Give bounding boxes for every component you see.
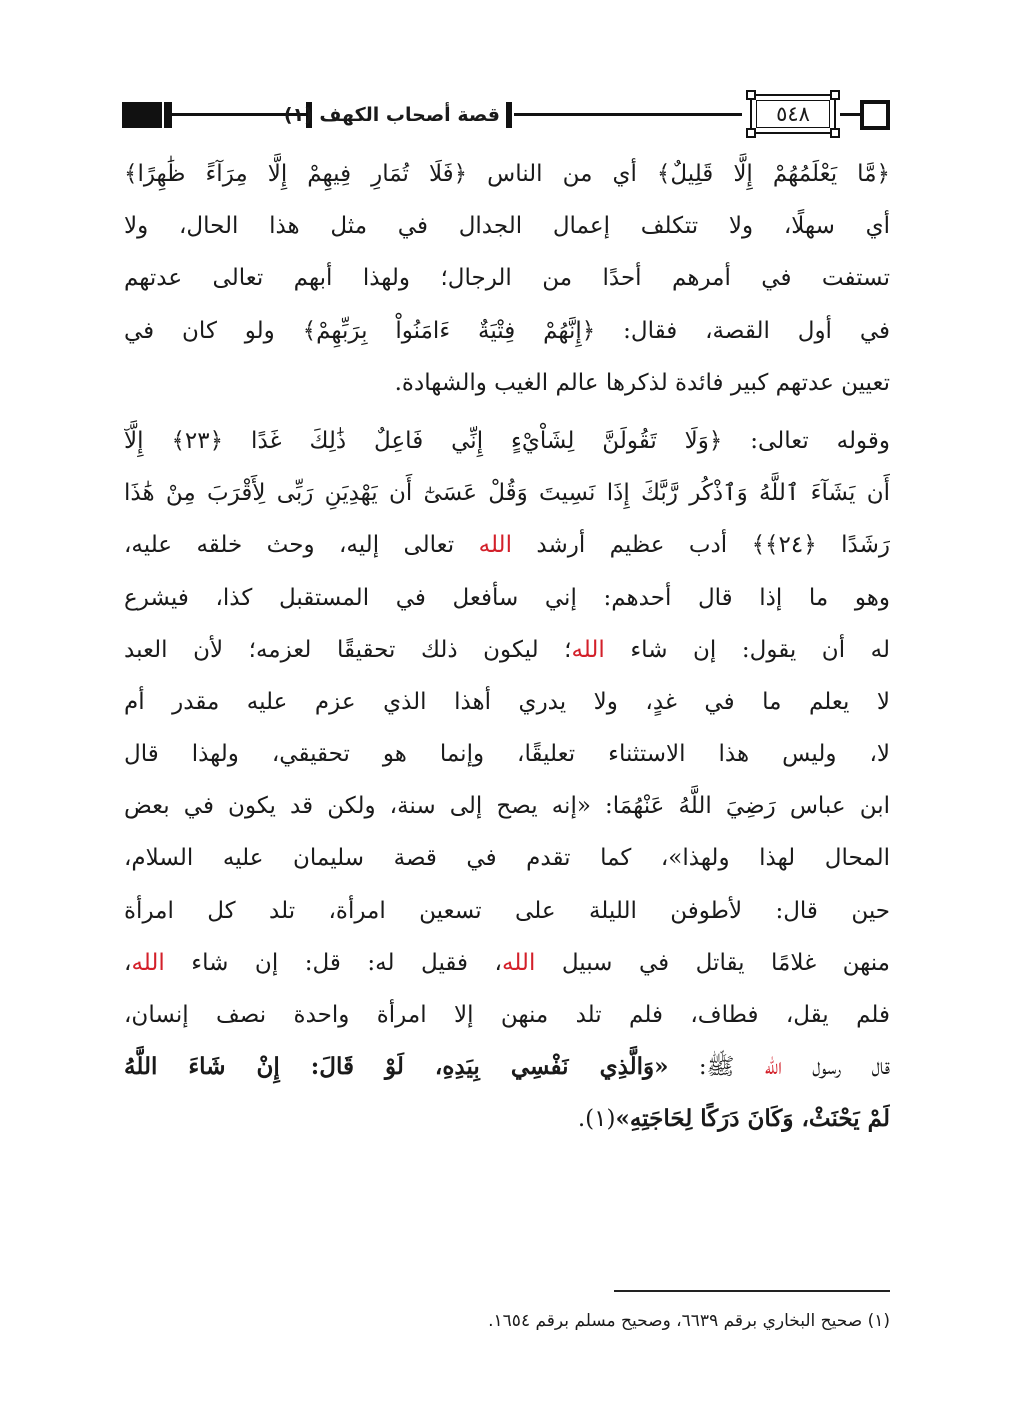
text-line: لَمْ يَحْنَثْ، وَكَانَ دَرَكًا لِحَاجَتِهِ»(١). [577, 1105, 890, 1133]
hadith-text: «وَالَّذِي نَفْسِي بِيَدِهِ، لَوْ قَالَ: إِنْ شَاءَ اللَّهُ [124, 1053, 669, 1081]
divine-name: الله [501, 949, 536, 976]
header-ornament-bar [506, 102, 512, 128]
page-header [122, 94, 892, 138]
text-line: فلم يقل، فطاف، فلم تلد منهن إلا امرأة واحدة نصف إنسان، [124, 1002, 890, 1028]
text-line: له أن يقول: إن شاء الله؛ ليكون ذلك تحقيقًا لعزمه؛ لأن العبد [124, 636, 890, 663]
divine-name: الله [764, 1054, 782, 1081]
hadith-text: لَمْ يَحْنَثْ، وَكَانَ دَرَكًا لِحَاجَتِهِ» [615, 1105, 890, 1133]
text-line: تستفت في أمرهم أحدًا من الرجال؛ ولهذا أبهم تعالى عدتهم [124, 265, 890, 292]
header-ornament-block [122, 102, 162, 128]
text-line: ﴿مَّا يَعْلَمُهُمْ إِلَّا قَلِيلٌ﴾ أي من الناس ﴿فَلَا تُمَارِ فِيهِمْ إِلَّا مِرَآءً ظَٰهِرًا﴾ [124, 161, 890, 187]
text-line: منهن غلامًا يقاتل في سبيل الله، فقيل له: قل: إن شاء الله، [124, 949, 890, 976]
page-number: ٥٤٨ [776, 102, 810, 126]
divine-name: الله [478, 532, 512, 559]
footnote-separator [614, 1290, 890, 1292]
text-line: أَن يَشَآءَ ٱللَّهُ وَٱذْكُر رَّبَّكَ إِذَا نَسِيتَ وَقُلْ عَسَىٰٓ أَن يَهْدِيَنِ رَبِّى لِأَقْرَبَ مِنْ هَٰذَا [124, 480, 890, 507]
divine-name: الله [571, 636, 605, 663]
footnote: (١) صحيح البخاري برقم ٦٦٣٩، وصحيح مسلم برقم ١٦٥٤. [488, 1311, 890, 1331]
text-line: تعيين عدتهم كبير فائدة لذكرها عالم الغيب والشهادة. [394, 369, 890, 396]
text-line: أي سهلًا، ولا تتكلف إعمال الجدال في مثل هذا الحال، ولا [124, 213, 890, 240]
text-line: قال رسول الله ﷺ: «وَالَّذِي نَفْسِي بِيَدِهِ، لَوْ قَالَ: إِنْ شَاءَ اللَّهُ [124, 1053, 890, 1081]
text-line: وهو ما إذا قال أحدهم: إني سأفعل في المستقبل كذا، فيشرع [124, 584, 890, 611]
text-line: لا يعلم ما في غدٍ، ولا يدري أهذا الذي عزم عليه مقدر أم [124, 688, 890, 715]
header-ornament-bar [164, 102, 172, 128]
text-line: في أول القصة، فقال: ﴿إِنَّهُمْ فِتْيَةٌ ءَامَنُواْ بِرَبِّهِمْ﴾ ولو كان في [124, 317, 890, 344]
text-line: وقوله تعالى: ﴿وَلَا تَقُولَنَّ لِشَاْيْءٍ إِنِّي فَاعِلٌ ذَٰلِكَ غَدًا ﴿٢٣﴾ إِلَّآ [124, 427, 890, 454]
text-line: ابن عباس رَضِيَ اللَّهُ عَنْهُمَا: «إنه يصح إلى سنة، ولكن قد يكون في بعض [124, 793, 890, 820]
text-line: لا، وليس هذا الاستثناء تعليقًا، وإنما هو تحقيقي، ولهذا قال [124, 741, 890, 768]
text-line: رَشَدًا ﴿٢٤﴾﴾ أدب عظيم أرشد الله تعالى إليه، وحث خلقه عليه، [124, 532, 890, 559]
header-rule [514, 113, 742, 116]
divine-name: الله [131, 949, 165, 976]
running-title: قصة أصحاب الكهف (١) [283, 104, 500, 126]
body-text [124, 148, 890, 1146]
header-ornament-box [860, 100, 890, 130]
header-rule [840, 113, 860, 116]
text-line: المحال لهذا ولهذا»، كما تقدم في قصة سليمان عليه السلام، [124, 845, 890, 872]
page-number-frame [750, 94, 836, 134]
text-line: حين قال: لأطوفن الليلة على تسعين امرأة، تلد كل امرأة [124, 897, 890, 924]
